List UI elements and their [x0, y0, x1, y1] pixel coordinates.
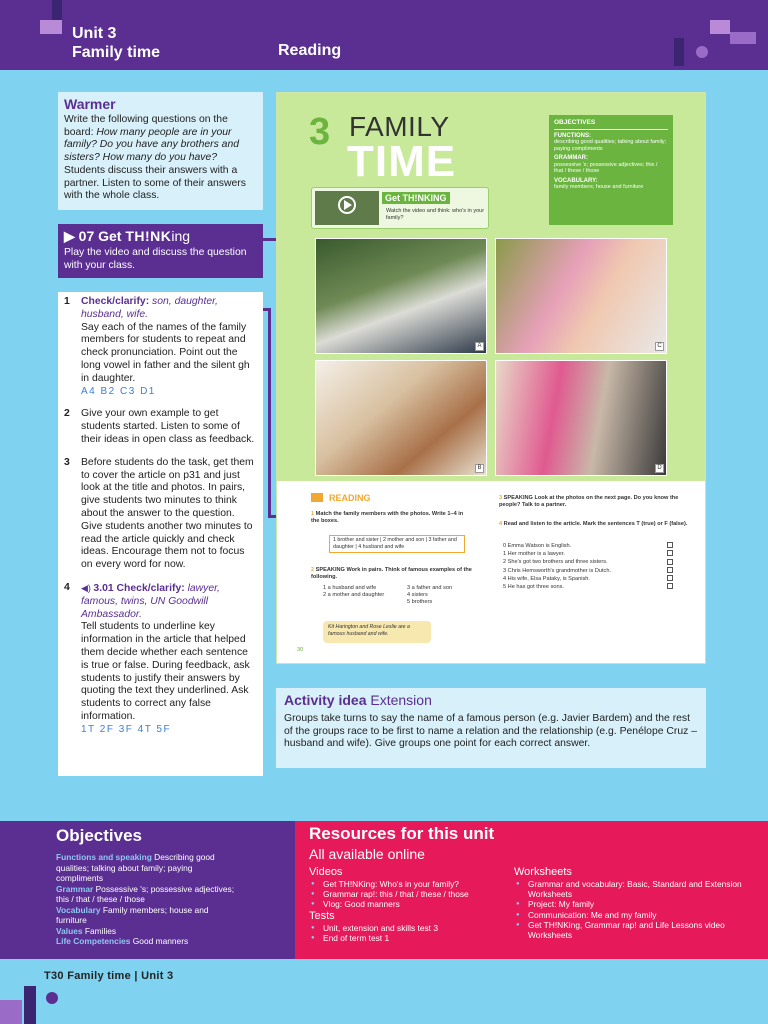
reading-badge	[311, 493, 323, 502]
resource-item[interactable]: ● Vlog: Good manners	[309, 899, 514, 909]
photo-b-mother-son: B	[315, 360, 487, 476]
exercise-4: 4 Read and listen to the article. Mark the sentences T (true) or F (false).	[499, 521, 688, 527]
answers: A4 B2 C3 D1	[81, 385, 156, 397]
unit-title-family: FAMILY	[349, 111, 450, 142]
objective-item: Grammar Possessive 's; possessive adjectives; this / that / these / those	[56, 883, 235, 904]
resource-item[interactable]: ● Communication: Me and my family	[514, 910, 754, 920]
resource-item[interactable]: ● Grammar rap!: this / that / these / those	[309, 889, 514, 899]
play-icon[interactable]	[338, 196, 356, 214]
resources-subtitle: All available online	[309, 846, 425, 862]
resources-title: Resources for this unit	[309, 824, 495, 843]
page-number: 30	[297, 647, 304, 653]
objectives-panel: OBJECTIVES FUNCTIONS: describing good qualities; talking about family; paying compliments GRAMMAR: possessive 's; possessive adjectives; this / that / these / those VOCABULARY: family members; house and furniture	[549, 115, 673, 225]
activity-text: Groups take turns to say the name of a famous person (e.g. Javier Bardem) and the rest of the groups race to be first to name a relation and the relationship (e.g. Penélope Cruz – husband and wife). Give groups one point for each correct answer.	[284, 713, 697, 749]
objective-item: Life Competencies Good manners	[56, 936, 189, 946]
objectives-box	[0, 821, 295, 959]
exercise-2: 2 SPEAKING Work in pairs. Think of famous examples of the following.	[311, 567, 472, 580]
photo-d-siblings: D	[495, 360, 667, 476]
resource-item[interactable]: ● Project: My family	[514, 899, 754, 909]
exercise-1: 1 Match the family members with the photos. Write 1–4 in the boxes.	[311, 511, 464, 524]
video-tag: Get TH!NKING	[382, 192, 450, 204]
unit-title-time: TIME	[347, 137, 457, 186]
objectives-title: Objectives	[56, 826, 142, 845]
answer-checkboxes[interactable]	[663, 542, 673, 591]
videos-heading: Videos	[309, 866, 343, 878]
warmer-text: Write the following questions on the board: How many people are in your family? Do you have any brothers and sisters? How many do you have? Students discuss their answers with a partner. Listen to some of their answers with the whole class.	[64, 114, 246, 202]
tests-heading: Tests	[309, 909, 335, 922]
exercise-4-items: 0 Emma Watson is English. 1 Her mother is a lawyer. 2 She's got two brothers and three sisters. 3 Chris Hemsworth's grandmother is Dutch. 4 His wife, Elsa Pataky, is Spanish. 5 He has got three sons.	[503, 543, 612, 591]
deco-square	[40, 20, 62, 34]
play-icon: ▶	[64, 228, 79, 244]
resource-item[interactable]: ● End of term test 1	[309, 933, 514, 943]
exercise-1-options: 1 brother and sister | 2 mother and son | 3 father and daughter | 4 husband and wife	[329, 535, 465, 553]
deco-square	[0, 1000, 22, 1024]
steps-box	[58, 292, 263, 776]
section-title: Reading	[278, 42, 342, 59]
exercise-2-options: 3 a father and son 4 sisters 5 brothers	[407, 585, 453, 605]
deco-square	[674, 38, 684, 66]
resource-item[interactable]: ● Unit, extension and skills test 3	[309, 923, 514, 933]
step-1: 1 Check/clarify: son, daughter, husband, wife. Say each of the names of the family members for students to repeat and check pronunciation. Point out the long vowel in father and the silent gh in daughter. A4 B2 C3 D1	[64, 296, 257, 398]
activity-idea-box	[276, 688, 706, 768]
footer-page-label: T30 Family time | Unit 3	[44, 970, 174, 982]
deco-square	[24, 986, 36, 1024]
objective-item: Functions and speaking Describing good qualities; talking about family; paying compliments	[56, 852, 215, 883]
answers: 1T 2F 3F 4T 5F	[81, 723, 172, 735]
activity-title: Activity idea Extension	[284, 692, 432, 708]
get-thinking-title: ▶ 07 Get TH!NKing	[64, 228, 191, 244]
worksheets-heading: Worksheets	[514, 866, 572, 878]
objective-item: Values Families	[56, 925, 117, 936]
unit-number: 3	[309, 111, 331, 153]
photo-a-wedding: A	[315, 238, 487, 354]
connector-line	[268, 308, 271, 518]
objective-item: Vocabulary Family members; house and furniture	[56, 904, 209, 925]
reading-heading: READING	[329, 493, 371, 503]
step-4: 4 ◀) 3.01 Check/clarify: lawyer, famous, twins, UN Goodwill Ambassador. Tell students to underline key information in the article that helped them decide whether each sentence is true or false. During feedback, ask students to justify their answers by quoting the text they underlined. Ask students to correct any false information. 1T 2F 3F 4T 5F	[64, 582, 257, 737]
audio-icon: ◀)	[81, 582, 94, 593]
get-thinking-desc: Play the video and discuss the question with your class.	[64, 247, 247, 271]
video-caption: Watch the video and think: who's in your family?	[386, 208, 485, 221]
example-note: Kit Harington and Rose Leslie are a famous husband and wife.	[323, 621, 431, 643]
warmer-box	[58, 92, 263, 210]
resource-item[interactable]: ● Get TH!NKing: Who's in your family?	[309, 879, 514, 889]
resources-box	[295, 821, 768, 959]
unit-label: Unit 3 Family time	[72, 25, 161, 61]
step-2: 2 Give your own example to get students started. Listen to some of their ideas in open class as feedback.	[64, 408, 255, 445]
exercise-3: 3 SPEAKING Look at the photos on the next page. Do you know the people? Talk to a partner.	[499, 495, 679, 508]
resource-item[interactable]: ● Get TH!NKing, Grammar rap! and Life Lessons video Worksheets	[514, 920, 754, 940]
deco-circle	[46, 992, 58, 1004]
warmer-title: Warmer	[64, 96, 116, 112]
step-3: 3 Before students do the task, get them to cover the article on p31 and just look at the title and photos. In pairs, give students two minutes to think about the answer to the question. Give students another two minutes to read the article quickly and check ideas. Encourage them not to focus on every word for now.	[64, 456, 254, 571]
deco-square	[710, 20, 730, 34]
resource-item[interactable]: ● Grammar and vocabulary: Basic, Standard and Extension Worksheets	[514, 879, 754, 899]
video-panel[interactable]	[311, 187, 489, 229]
photo-c-father-daughter: C	[495, 238, 667, 354]
get-thinking-box	[58, 224, 263, 278]
exercise-2-options: 1 a husband and wife 2 a mother and daughter	[323, 585, 385, 598]
deco-square	[730, 32, 756, 44]
student-book-page	[276, 92, 706, 664]
deco-square	[52, 0, 62, 20]
deco-circle	[696, 46, 708, 58]
